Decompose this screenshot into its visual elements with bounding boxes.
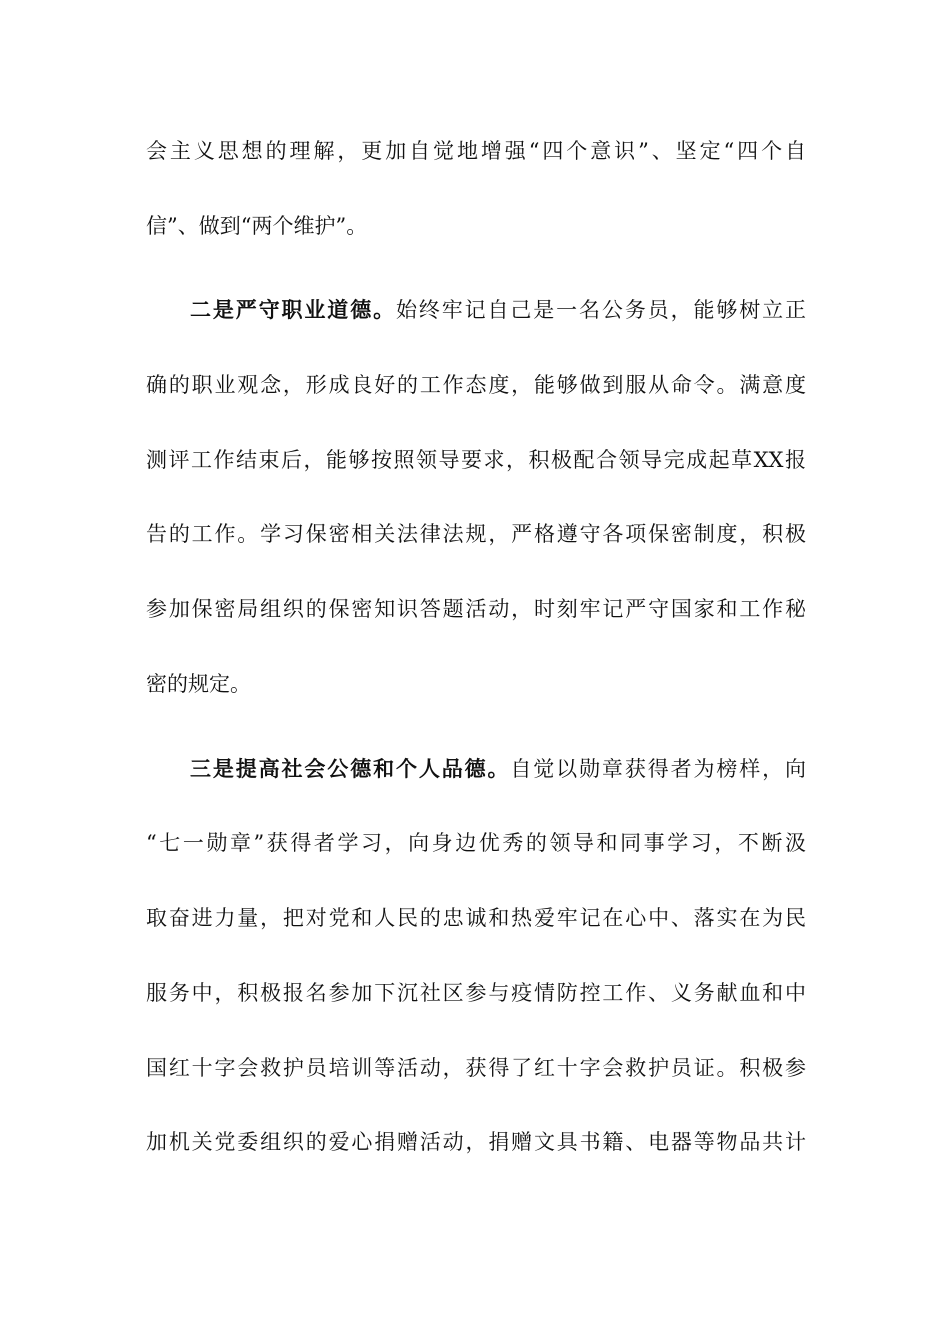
- paragraph-2-line-1: [190, 293, 806, 327]
- line-text: 告的工作。学习保密相关法律法规，严格遵守各项保密制度，积极: [146, 522, 806, 546]
- line-text: 取奋进力量，把对党和人民的忠诚和热爱牢记在心中、落实在为民: [146, 906, 806, 930]
- line-text: 信”、做到“两个维护”。: [146, 214, 368, 238]
- paragraph-2-line-4: [146, 517, 806, 551]
- line-text: 会主义思想的理解，更加自觉地增强“四个意识”、坚定“四个自: [146, 139, 806, 163]
- line-text: 确的职业观念，形成良好的工作态度，能够做到服从命令。满意度: [146, 373, 806, 397]
- paragraph-heading: 二是严守职业道德。: [190, 297, 396, 322]
- line-text: 国红十字会救护员培训等活动，获得了红十字会救护员证。积极参: [146, 1056, 806, 1080]
- line-text: 参加保密局组织的保密知识答题活动，时刻牢记严守国家和工作秘: [146, 597, 806, 621]
- paragraph-3-line-3: [146, 901, 806, 935]
- paragraph-2-line-5: [146, 592, 806, 626]
- line-text: 自觉以勋章获得者为榜样，向: [510, 757, 806, 781]
- line-text: 测评工作结束后，能够按照领导要求，积极配合领导完成起草XX报: [146, 448, 806, 472]
- paragraph-1-line-2: [146, 209, 806, 243]
- line-text: 始终牢记自己是一名公务员，能够树立正: [395, 298, 806, 322]
- paragraph-3-line-2: [146, 826, 806, 860]
- paragraph-3-line-4: [146, 976, 806, 1010]
- paragraph-2-line-6: [146, 667, 806, 701]
- line-text: 密的规定。: [146, 672, 251, 696]
- paragraph-2-line-3: [146, 443, 806, 477]
- paragraph-3-line-1: [190, 752, 806, 786]
- line-text: 服务中，积极报名参加下沉社区参与疫情防控工作、义务献血和中: [146, 981, 806, 1005]
- line-text: “七一勋章”获得者学习，向身边优秀的领导和同事学习，不断汲: [146, 831, 806, 855]
- line-text: 加机关党委组织的爱心捐赠活动，捐赠文具书籍、电器等物品共计: [146, 1130, 806, 1154]
- paragraph-2-line-2: [146, 368, 806, 402]
- paragraph-heading: 三是提高社会公德和个人品德。: [190, 756, 511, 781]
- paragraph-3-line-5: [146, 1051, 806, 1085]
- paragraph-1-line-1: [146, 134, 806, 168]
- paragraph-3-line-6: [146, 1125, 806, 1159]
